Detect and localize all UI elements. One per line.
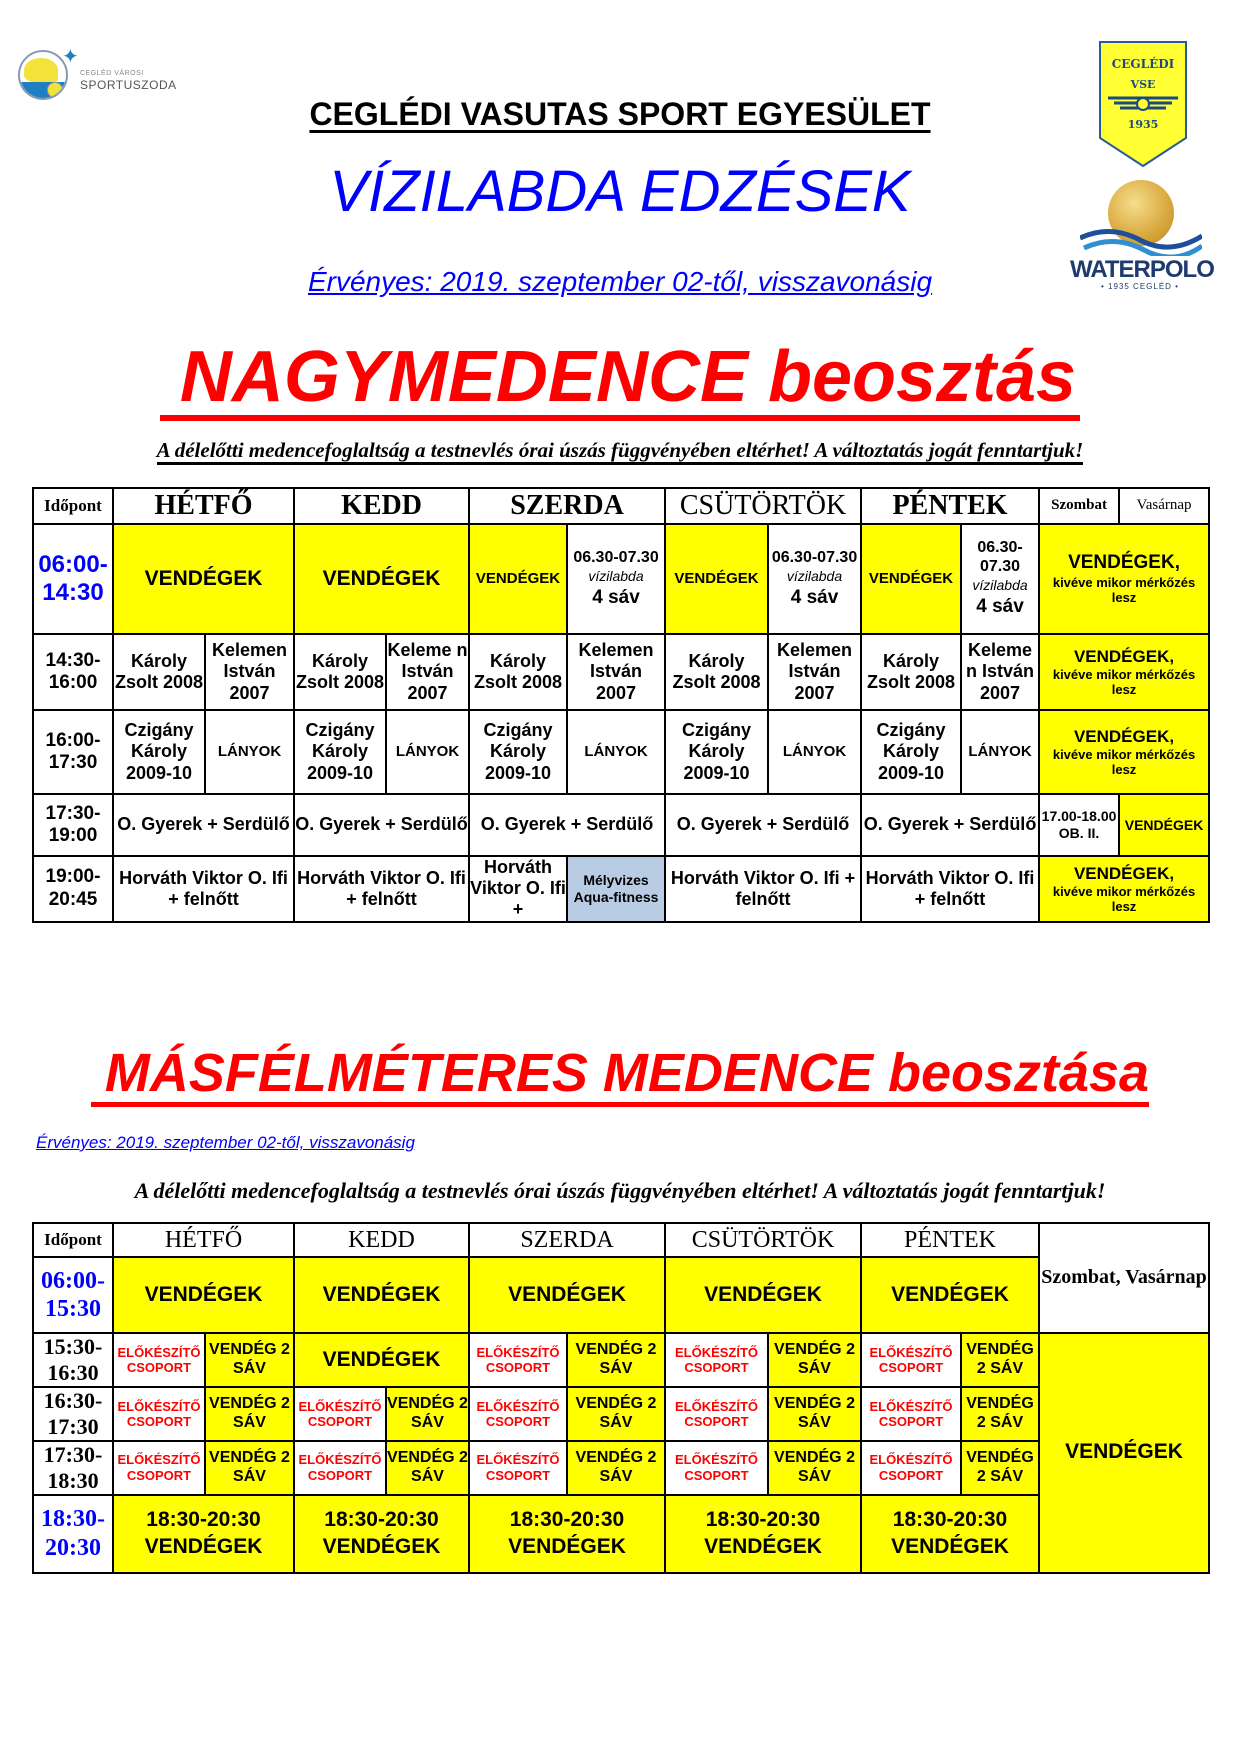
group-cell: Horváth Viktor O. Ifi + felnőtt [113,856,294,922]
coach-cell: Keleme n István 2007 [961,634,1039,710]
girls-cell: LÁNYOK [567,710,665,794]
guest-lanes-cell: VENDÉG 2 SÁV [961,1333,1039,1387]
section2-validity: Érvényes: 2019. szeptember 02-től, visszavonásig [36,1133,415,1152]
evening-guests-cell: 18:30-20:30 VENDÉGEK [294,1495,469,1573]
table-row [33,524,1209,634]
aqua-fitness-cell: Mélyvizes Aqua-fitness [567,856,665,922]
prep-group-cell: ELŐKÉSZÍTŐ CSOPORT [861,1333,961,1387]
coach-cell: Czigány Károly 2009-10 [294,710,386,794]
coach-cell: Károly Zsolt 2008 [665,634,768,710]
guest-lanes-cell: VENDÉG 2 SÁV [567,1441,665,1495]
prep-group-cell: ELŐKÉSZÍTŐ CSOPORT [665,1333,768,1387]
guest-lanes-cell: VENDÉG 2 SÁV [386,1441,469,1495]
girls-cell: LÁNYOK [205,710,294,794]
header-time: Időpont [33,488,113,524]
validity-text: Érvényes: 2019. szeptember 02-től, visszavonásig [307,266,933,297]
logo-subtitle: CEGLÉD VÁROSI [80,70,144,77]
match-cell: 17.00-18.00 OB. II. [1039,794,1119,856]
group-cell: O. Gyerek + Serdülő [861,794,1039,856]
table-header-row [33,488,1209,524]
header-weekend: Szombat, Vasárnap [1039,1223,1209,1333]
section1-note: A délelőtti medencefoglaltság a testnevlés órai úszás függvényében eltérhet! A változtatás jogát fenntartjuk! [0,438,1240,463]
time-cell: 17:30-19:00 [33,794,113,856]
coach-cell: Kelemen István 2007 [567,634,665,710]
coach-cell: Kelemen István 2007 [768,634,861,710]
weekend-guests-cell: VENDÉGEK [1039,1333,1209,1573]
coach-cell: Kelemen István 2007 [205,634,294,710]
guests-cell: VENDÉGEK [861,524,961,634]
evening-guests-cell: 18:30-20:30 VENDÉGEK [861,1495,1039,1573]
guest-lanes-cell: VENDÉG 2 SÁV [768,1441,861,1495]
page-title: VÍZILABDA EDZÉSEK [329,159,911,224]
group-cell: O. Gyerek + Serdülő [294,794,469,856]
header-day: SZERDA [469,1223,665,1257]
table-row [33,1333,1209,1387]
organization-title: CEGLÉDI VASUTAS SPORT EGYESÜLET [309,96,931,132]
weekend-cell: VENDÉGEK, kivéve mikor mérkőzés lesz [1039,856,1209,922]
guest-lanes-cell: VENDÉG 2 SÁV [961,1387,1039,1441]
weekend-cell: VENDÉGEK, kivéve mikor mérkőzés lesz [1039,524,1209,634]
prep-group-cell: ELŐKÉSZÍTŐ CSOPORT [294,1441,386,1495]
group-cell: Horváth Viktor O. Ifi + felnőtt [294,856,469,922]
girls-cell: LÁNYOK [768,710,861,794]
table-row [33,1495,1209,1573]
prep-group-cell: ELŐKÉSZÍTŐ CSOPORT [113,1333,205,1387]
prep-group-cell: ELŐKÉSZÍTŐ CSOPORT [469,1387,567,1441]
guest-lanes-cell: VENDÉG 2 SÁV [205,1441,294,1495]
guests-cell: VENDÉGEK [469,524,567,634]
guests-cell: VENDÉGEK [665,524,768,634]
prep-group-cell: ELŐKÉSZÍTŐ CSOPORT [113,1387,205,1441]
weekend-cell: VENDÉGEK, kivéve mikor mérkőzés lesz [1039,710,1209,794]
coach-cell: Károly Zsolt 2008 [294,634,386,710]
guest-lanes-cell: VENDÉG 2 SÁV [386,1387,469,1441]
group-cell: O. Gyerek + Serdülő [113,794,294,856]
header-saturday: Szombat [1039,488,1119,524]
waterpolo-subtext: • 1935 CEGLÉD • [1101,282,1179,291]
coach-cell: Keleme n István 2007 [386,634,469,710]
header-day: KEDD [294,1223,469,1257]
table-row [33,856,1209,922]
coach-cell: Károly Zsolt 2008 [861,634,961,710]
guests-cell: VENDÉGEK [861,1257,1039,1333]
evening-guests-cell: 18:30-20:30 VENDÉGEK [665,1495,861,1573]
time-cell: 14:30-16:00 [33,634,113,710]
guests-cell: VENDÉGEK [294,1333,469,1387]
group-cell: Horváth Viktor O. Ifi + felnőtt [665,856,861,922]
swimmer-icon [18,50,68,100]
coach-cell: Czigány Károly 2009-10 [469,710,567,794]
group-cell: Horváth Viktor O. Ifi + [469,856,567,922]
shield-text-2: VSE [1130,78,1156,91]
evening-guests-cell: 18:30-20:30 VENDÉGEK [113,1495,294,1573]
time-cell: 18:30-20:30 [33,1495,113,1573]
prep-group-cell: ELŐKÉSZÍTŐ CSOPORT [861,1387,961,1441]
time-cell: 17:30-18:30 [33,1441,113,1495]
wave-icon [1080,228,1202,256]
guests-cell: VENDÉGEK [294,1257,469,1333]
section1-title: NAGYMEDENCE beosztás [0,336,1240,421]
section2-title: MÁSFÉLMÉTERES MEDENCE beosztása [0,1042,1240,1107]
guests-cell: VENDÉGEK [469,1257,665,1333]
table-row [33,1257,1209,1333]
guest-lanes-cell: VENDÉG 2 SÁV [567,1333,665,1387]
logo-title: SPORTUSZODA [80,78,177,92]
prep-group-cell: ELŐKÉSZÍTŐ CSOPORT [861,1441,961,1495]
guest-lanes-cell: VENDÉG 2 SÁV [205,1333,294,1387]
shield-text-1: CEGLÉDI [1111,57,1175,71]
table-row [33,1441,1209,1495]
girls-cell: LÁNYOK [386,710,469,794]
header-day: PÉNTEK [861,488,1039,524]
header-sunday: Vasárnap [1119,488,1209,524]
waterpolo-lane-cell: 06.30-07.30 vízilabda 4 sáv [567,524,665,634]
guest-lanes-cell: VENDÉG 2 SÁV [768,1333,861,1387]
coach-cell: Czigány Károly 2009-10 [861,710,961,794]
guests-cell: VENDÉGEK [665,1257,861,1333]
guest-lanes-cell: VENDÉG 2 SÁV [768,1387,861,1441]
group-cell: O. Gyerek + Serdülő [469,794,665,856]
guest-lanes-cell: VENDÉG 2 SÁV [961,1441,1039,1495]
guest-lanes-cell: VENDÉG 2 SÁV [567,1387,665,1441]
header-day: CSÜTÖRTÖK [665,488,861,524]
table-row [33,634,1209,710]
time-cell: 06:00-14:30 [33,524,113,634]
table-row [33,1387,1209,1441]
group-cell: Horváth Viktor O. Ifi + felnőtt [861,856,1039,922]
header-day: CSÜTÖRTÖK [665,1223,861,1257]
table-header-row [33,1223,1209,1257]
section2-note: A délelőtti medencefoglaltság a testnevlés órai úszás függvényében eltérhet! A változtatás jogát fenntartjuk! [134,1178,1106,1203]
evening-guests-cell: 18:30-20:30 VENDÉGEK [469,1495,665,1573]
prep-group-cell: ELŐKÉSZÍTŐ CSOPORT [469,1441,567,1495]
guests-cell: VENDÉGEK [113,524,294,634]
prep-group-cell: ELŐKÉSZÍTŐ CSOPORT [469,1333,567,1387]
group-cell: O. Gyerek + Serdülő [665,794,861,856]
splash-icon: ✦ [62,46,79,68]
prep-group-cell: ELŐKÉSZÍTŐ CSOPORT [665,1387,768,1441]
time-cell: 15:30-16:30 [33,1333,113,1387]
table-row [33,710,1209,794]
time-cell: 16:30-17:30 [33,1387,113,1441]
guests-cell: VENDÉGEK [294,524,469,634]
header-time: Időpont [33,1223,113,1257]
guests-cell: VENDÉGEK [1119,794,1209,856]
time-cell: 16:00-17:30 [33,710,113,794]
prep-group-cell: ELŐKÉSZÍTŐ CSOPORT [665,1441,768,1495]
waterpolo-lane-cell: 06.30-07.30 vízilabda 4 sáv [961,524,1039,634]
prep-group-cell: ELŐKÉSZÍTŐ CSOPORT [113,1441,205,1495]
guests-cell: VENDÉGEK [113,1257,294,1333]
time-cell: 06:00-15:30 [33,1257,113,1333]
coach-cell: Czigány Károly 2009-10 [113,710,205,794]
header-day: SZERDA [469,488,665,524]
prep-group-cell: ELŐKÉSZÍTŐ CSOPORT [294,1387,386,1441]
waterpolo-lane-cell: 06.30-07.30 vízilabda 4 sáv [768,524,861,634]
coach-cell: Czigány Károly 2009-10 [665,710,768,794]
table-row [33,794,1209,856]
girls-cell: LÁNYOK [961,710,1039,794]
header-day: HÉTFŐ [113,488,294,524]
masfelmeteres-schedule-table [32,1222,1210,1574]
waterpolo-text: WATERPOLO [1070,256,1214,283]
time-cell: 19:00-20:45 [33,856,113,922]
nagymedence-schedule-table [32,487,1210,923]
weekend-cell: VENDÉGEK, kivéve mikor mérkőzés lesz [1039,634,1209,710]
coach-cell: Károly Zsolt 2008 [469,634,567,710]
coach-cell: Károly Zsolt 2008 [113,634,205,710]
guest-lanes-cell: VENDÉG 2 SÁV [205,1387,294,1441]
header-day: KEDD [294,488,469,524]
header-day: PÉNTEK [861,1223,1039,1257]
header-day: HÉTFŐ [113,1223,294,1257]
sportuszoda-logo [18,44,178,104]
shield-year: 1935 [1127,118,1159,131]
